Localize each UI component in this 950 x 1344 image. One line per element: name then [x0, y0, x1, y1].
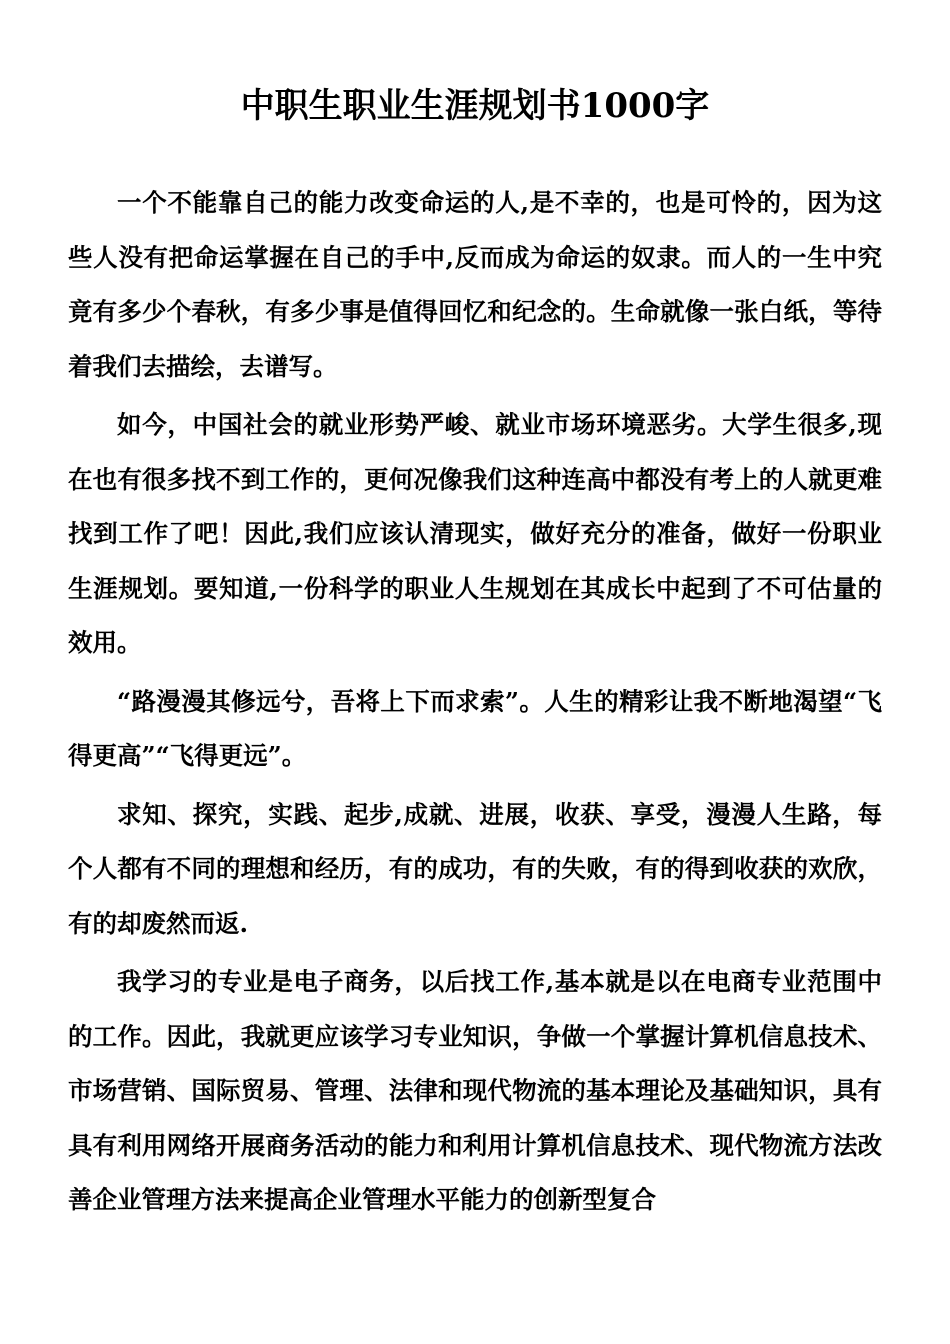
document-title: 中职生职业生涯规划书1000字 — [240, 86, 710, 126]
paragraph-4: 求知、探究，实践、起步,成就、进展，收获、享受，漫漫人生路，每个人都有不同的理想和经历，有的成功，有的失败，有的得到收获的欢欣，有的却废然而返. — [68, 799, 882, 938]
document-body — [68, 176, 882, 1228]
paragraph-1: 一个不能靠自己的能力改变命运的人,是不幸的，也是可怜的，因为这些人没有把命运掌握在自己的手中,反而成为命运的奴隶。而人的一生中究竟有多少个春秋，有多少事是值得回忆和纪念的。生命就像一张白纸，等待着我们去描绘，去谱写。 — [68, 188, 882, 381]
paragraph-5: 我学习的专业是电子商务，以后找工作,基本就是以在电商专业范围中的工作。因此，我就更应该学习专业知识，争做一个掌握计算机信息技术、市场营销、国际贸易、管理、法律和现代物流的基本理论及基础知识，具有具有利用网络开展商务活动的能力和利用计算机信息技术、现代物流方法改善企业管理方法来提高企业管理水平能力的创新型复合 — [68, 967, 882, 1214]
paragraph-2: 如今，中国社会的就业形势严峻、就业市场环境恶劣。大学生很多,现在也有很多找不到工作的，更何况像我们这种连高中都没有考上的人就更难找到工作了吧！因此,我们应该认清现实，做好充分的准备，做好一份职业生涯规划。要知道,一份科学的职业人生规划在其成长中起到了不可估量的效用。 — [68, 410, 882, 657]
paragraph-3: “路漫漫其修远兮，吾将上下而求索”。人生的精彩让我不断地渴望“飞得更高”“飞得更远”。 — [68, 686, 882, 770]
